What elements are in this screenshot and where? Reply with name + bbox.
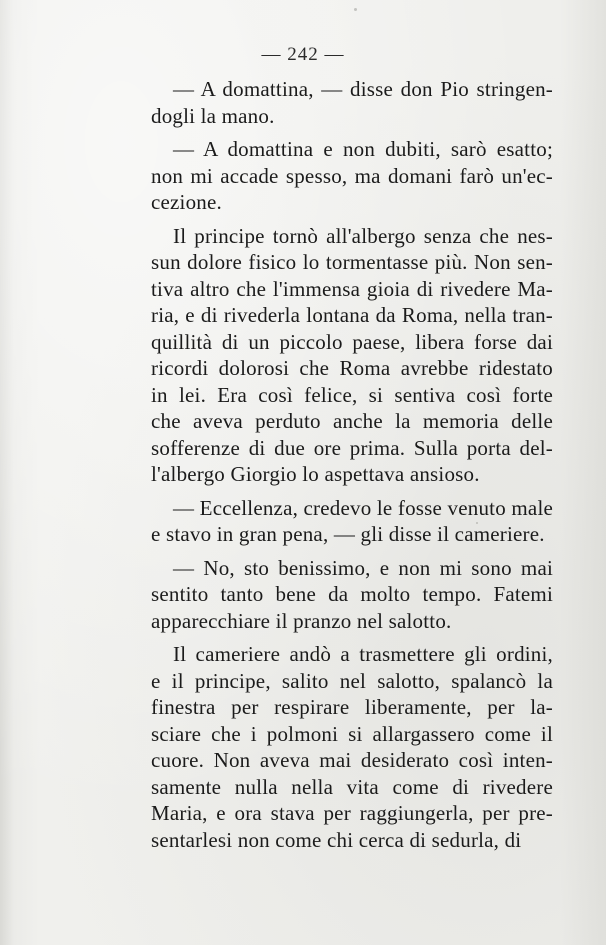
paper-speck xyxy=(222,842,224,845)
text-line: Il principe tornò all'albergo senza che nes- xyxy=(173,223,553,248)
paragraph-gap xyxy=(151,129,553,136)
text-line: ricordi dolorosi che Roma avrebbe ridestato xyxy=(151,356,553,380)
text-line: cuore. Non aveva mai desiderato così inten- xyxy=(151,748,553,772)
text-line: sofferenze di due ore prima. Sulla porta del- xyxy=(151,435,553,460)
paragraph-gap xyxy=(151,548,553,555)
paragraph xyxy=(151,641,553,853)
text-line: cezione. xyxy=(151,190,222,214)
paragraph xyxy=(151,136,553,216)
text-line: finestra per respirare liberamente, per la- xyxy=(151,695,553,719)
text-line: sun dolore fisico lo tormentasse più. Non sen- xyxy=(151,250,553,274)
text-line: non mi accade spesso, ma domani farò un'ec- xyxy=(151,163,553,188)
text-line: — A domattina e non dubiti, sarò esatto; xyxy=(173,137,553,161)
text-line: sentito tanto bene da molto tempo. Fatemi xyxy=(151,582,553,606)
paragraph-gap xyxy=(151,488,553,495)
paper-speck xyxy=(354,8,357,11)
text-line: tiva altro che l'immensa gioia di rivedere Ma- xyxy=(151,276,553,301)
text-line: quillità di un piccolo paese, libera forse dai xyxy=(151,329,553,354)
text-line: ria, e di rivederla lontana da Roma, nella tran- xyxy=(151,303,553,327)
paragraph xyxy=(151,223,553,488)
text-line: Maria, e ora stava per raggiungerla, per pre- xyxy=(151,801,553,825)
paper-speck xyxy=(476,522,478,524)
body-text xyxy=(151,76,553,853)
paragraph-gap xyxy=(151,634,553,641)
text-line: l'albergo Giorgio lo aspettava ansioso. xyxy=(151,462,480,486)
text-line: sciare che i polmoni si allargassero come il xyxy=(151,721,553,746)
text-line: — A domattina, — disse don Pio stringen- xyxy=(173,77,553,101)
text-line: e stavo in gran pena, — gli disse il cameriere. xyxy=(151,522,545,546)
page-number: — 242 — xyxy=(261,44,345,65)
text-line: apparecchiare il pranzo nel salotto. xyxy=(151,608,452,633)
text-line: sentarlesi non come chi cerca di sedurla, di xyxy=(151,827,522,852)
paragraph xyxy=(151,555,553,635)
text-line: Il cameriere andò a trasmettere gli ordini, xyxy=(173,642,553,666)
text-line: — Eccellenza, credevo le fosse venuto male xyxy=(173,495,553,520)
text-line: e il principe, salito nel salotto, spalancò la xyxy=(151,668,553,693)
paragraph xyxy=(151,76,553,129)
text-line: in lei. Era così felice, si sentiva così forte xyxy=(151,382,553,407)
paragraph-gap xyxy=(151,216,553,223)
paragraph xyxy=(151,495,553,548)
text-line: samente nulla nella vita come di rivedere xyxy=(151,774,553,799)
text-line: — No, sto benissimo, e non mi sono mai xyxy=(173,555,553,580)
text-line: dogli la mano. xyxy=(151,103,275,128)
text-line: che aveva perduto anche la memoria delle xyxy=(151,409,553,433)
